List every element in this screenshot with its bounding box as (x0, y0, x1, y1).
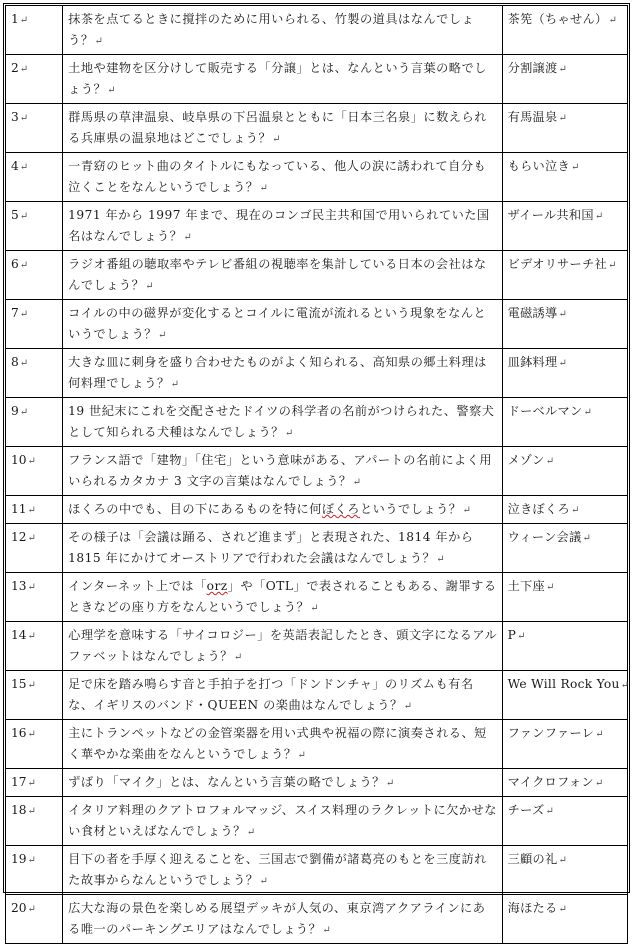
question-number: 4 (11, 159, 19, 173)
paragraph-mark: ↵ (558, 855, 568, 866)
question-cell (63, 797, 502, 846)
question-number: 3 (11, 110, 19, 124)
paragraph-mark: ↵ (545, 806, 555, 817)
question-text: ラジオ番組の聴取率やテレビ番組の視聴率を集計している日本の会社はなんでしょう？ (68, 257, 487, 292)
question-text: 1971 年から 1997 年まで、現在のコンゴ民主共和国で用いられていた国名はなんでしょう？ (68, 208, 490, 243)
paragraph-mark: ↵ (27, 806, 36, 817)
question-text: 足で床を踏み鳴らす音と手拍子を打つ「ドンドンチャ」のリズムも有名な、イギリスのバンド・QUEEN の楽曲はなんでしょう？ (68, 677, 474, 712)
question-number: 18 (11, 803, 27, 817)
paragraph-mark: ↵ (183, 232, 193, 243)
table-row (6, 797, 628, 846)
paragraph-mark: ↵ (352, 477, 362, 488)
question-text: ずばり「マイク」とは、なんという言葉の略でしょう？ (68, 775, 385, 789)
table-row (6, 300, 628, 349)
paragraph-mark: ↵ (19, 309, 29, 320)
paragraph-mark: ↵ (94, 36, 104, 47)
answer-cell (502, 895, 627, 944)
answer-cell (502, 720, 627, 769)
question-cell (63, 202, 502, 251)
answer-text: ビデオリサーチ社 (507, 257, 607, 271)
paragraph-mark: ↵ (27, 855, 36, 866)
table-row (6, 846, 628, 895)
answer-text: 有馬温泉 (507, 110, 558, 124)
table-row (6, 349, 628, 398)
paragraph-mark: ↵ (608, 260, 617, 271)
answer-text: P (507, 628, 517, 642)
paragraph-mark: ↵ (27, 505, 36, 516)
question-number-cell (6, 55, 63, 104)
answer-text: 海ほたる (507, 901, 558, 915)
answer-text: ウィーン会議 (507, 530, 582, 544)
answer-text: メゾン (507, 453, 545, 467)
question-number-cell (6, 895, 63, 944)
spellcheck-marked-word: ぼくろ (321, 502, 360, 516)
question-number-cell (6, 6, 63, 55)
question-number: 16 (11, 726, 27, 740)
paragraph-mark: ↵ (19, 162, 29, 173)
question-text: コイルの中の磁界が変化するとコイルに電流が流れるという現象をなんというでしょう？ (68, 306, 487, 341)
paragraph-mark: ↵ (462, 505, 472, 516)
question-cell (63, 6, 502, 55)
table-row (6, 573, 628, 622)
paragraph-mark: ↵ (310, 603, 320, 614)
question-cell (63, 769, 502, 797)
paragraph-mark: ↵ (558, 904, 568, 915)
paragraph-mark: ↵ (27, 680, 36, 691)
question-number: 10 (11, 453, 27, 467)
question-text: 一青窈のヒット曲のタイトルにもなっている、他人の涙に誘われて自分も泣くことをなんというでしょう？ (68, 159, 487, 194)
question-cell (63, 524, 502, 573)
paragraph-mark: ↵ (594, 211, 604, 222)
answer-text: ドーベルマン (507, 404, 583, 418)
question-number-cell (6, 447, 63, 496)
table-row (6, 202, 628, 251)
question-text: 抹茶を点てるときに撹拌のために用いられる、竹製の道具はなんでしょう？ (68, 12, 475, 47)
paragraph-mark: ↵ (595, 729, 604, 740)
question-text: 大きな皿に刺身を盛り合わせたものがよく知られる、高知県の郷土料理は何料理でしょう？ (68, 355, 487, 390)
question-cell (63, 251, 502, 300)
paragraph-mark: ↵ (322, 925, 332, 936)
table-row (6, 55, 628, 104)
paragraph-mark: ↵ (284, 428, 294, 439)
paragraph-mark: ↵ (19, 358, 29, 369)
answer-text: マイクロフォン (507, 775, 594, 789)
question-number-cell (6, 398, 63, 447)
answer-cell (502, 300, 627, 349)
question-cell (63, 720, 502, 769)
question-number-cell (6, 769, 63, 797)
answer-text: ザイール共和国 (507, 208, 594, 222)
question-cell (63, 622, 502, 671)
question-text-start: ほくろの中でも、目の下にあるものを特に何 (68, 502, 322, 516)
question-number: 14 (11, 628, 27, 642)
question-number-cell (6, 622, 63, 671)
paragraph-mark: ↵ (558, 64, 568, 75)
question-number: 13 (11, 579, 27, 593)
paragraph-mark: ↵ (27, 456, 36, 467)
answer-text: 分割譲渡 (507, 61, 558, 75)
question-number: 9 (11, 404, 19, 418)
question-text: 広大な海の景色を楽しめる展望デッキが人気の、東京湾アクアラインにある唯一のパーキングエリアはなんでしょう？ (68, 901, 486, 936)
question-number: 7 (11, 306, 19, 320)
paragraph-mark: ↵ (27, 582, 36, 593)
question-number-cell (6, 797, 63, 846)
answer-cell (502, 447, 627, 496)
answer-text: 泣きぼくろ (507, 502, 571, 516)
answer-text: We Will Rock You (507, 677, 620, 691)
table-row (6, 622, 628, 671)
paragraph-mark: ↵ (385, 778, 395, 789)
question-number: 12 (11, 530, 27, 544)
question-text: 19 世紀末にこれを交配させたドイツの科学者の名前がつけられた、警察犬として知られる犬種はなんでしょう？ (68, 404, 495, 439)
paragraph-mark: ↵ (19, 260, 29, 271)
paragraph-mark: ↵ (571, 505, 580, 516)
question-number-cell (6, 251, 63, 300)
paragraph-mark: ↵ (19, 64, 29, 75)
question-text: 主にトランペットなどの金管楽器を用い式典や祝福の際に演奏される、短く華やかな楽曲をなんというでしょう？ (68, 726, 487, 761)
paragraph-mark: ↵ (107, 85, 117, 96)
question-number: 17 (11, 775, 27, 789)
question-number-cell (6, 496, 63, 524)
question-number-cell (6, 153, 63, 202)
answer-cell (502, 622, 627, 671)
paragraph-mark: ↵ (583, 407, 593, 418)
question-number-cell (6, 202, 63, 251)
table-row (6, 496, 628, 524)
answer-text: もらい泣き (507, 159, 571, 173)
answer-cell (502, 846, 627, 895)
paragraph-mark: ↵ (27, 729, 36, 740)
question-number: 20 (11, 901, 27, 915)
question-cell (63, 573, 502, 622)
paragraph-mark: ↵ (27, 533, 36, 544)
question-text: その様子は「会議は踊る、されど進まず」と表現された、1814 年から 1815 年にかけてオーストリアで行われた会議はなんでしょう？ (68, 530, 474, 565)
question-number: 2 (11, 61, 19, 75)
answer-text: 電磁誘導 (507, 306, 558, 320)
table-row (6, 153, 628, 202)
answer-cell (502, 55, 627, 104)
question-cell (63, 398, 502, 447)
answer-cell (502, 671, 630, 720)
answer-cell (502, 6, 627, 55)
paragraph-mark: ↵ (19, 407, 29, 418)
paragraph-mark: ↵ (582, 533, 592, 544)
paragraph-mark: ↵ (259, 876, 269, 887)
paragraph-mark: ↵ (545, 456, 555, 467)
paragraph-mark: ↵ (272, 134, 282, 145)
question-cell (63, 846, 502, 895)
question-number: 11 (11, 502, 27, 516)
question-number-cell (6, 524, 63, 573)
paragraph-mark: ↵ (403, 701, 413, 712)
question-number-cell (6, 104, 63, 153)
quiz-table (5, 5, 628, 944)
question-text-end: 」や「OTL」で表されることもある、謝罪するときなどの座り方をなんというでしょう？ (68, 579, 497, 614)
question-number: 8 (11, 355, 19, 369)
answer-cell (502, 797, 627, 846)
paragraph-mark: ↵ (19, 113, 29, 124)
table-row (6, 895, 628, 944)
answer-cell (502, 573, 627, 622)
paragraph-mark: ↵ (436, 554, 446, 565)
paragraph-mark: ↵ (259, 183, 269, 194)
answer-cell (502, 769, 627, 797)
table-row (6, 769, 628, 797)
paragraph-mark: ↵ (157, 330, 167, 341)
question-cell (63, 671, 502, 720)
question-cell (63, 496, 502, 524)
answer-cell (502, 251, 627, 300)
answer-cell (502, 524, 627, 573)
paragraph-mark: ↵ (546, 582, 555, 593)
paragraph-mark: ↵ (233, 652, 243, 663)
paragraph-mark: ↵ (27, 904, 36, 915)
paragraph-mark: ↵ (517, 631, 526, 642)
answer-cell (502, 398, 627, 447)
question-number: 15 (11, 677, 27, 691)
paragraph-mark: ↵ (297, 750, 307, 761)
question-number-cell (6, 349, 63, 398)
question-number: 5 (11, 208, 19, 222)
answer-text: 土下座 (507, 579, 546, 593)
answer-cell (502, 202, 627, 251)
table-row (6, 524, 628, 573)
question-text: 目下の者を手厚く迎えることを、三国志で劉備が諸葛亮のもとを三度訪れた故事からなんというでしょう？ (68, 852, 487, 887)
question-cell (63, 104, 502, 153)
question-text: 土地や建物を区分けして販売する「分譲」とは、なんという言葉の略でしょう？ (68, 61, 487, 96)
question-number-cell (6, 671, 63, 720)
paragraph-mark: ↵ (594, 778, 604, 789)
question-text: フランス語で「建物」「住宅」という意味がある、アパートの名前によく用いられるカタカナ 3 文字の言葉はなんでしょう？ (68, 453, 493, 488)
question-number-cell (6, 720, 63, 769)
answer-cell (502, 153, 627, 202)
paragraph-mark: ↵ (170, 379, 180, 390)
paragraph-mark: ↵ (27, 631, 36, 642)
question-number: 1 (11, 12, 19, 26)
question-cell (63, 349, 502, 398)
answer-text: 三顧の礼 (507, 852, 558, 866)
paragraph-mark: ↵ (558, 113, 568, 124)
table-row (6, 720, 628, 769)
answer-cell (502, 496, 627, 524)
question-cell (63, 153, 502, 202)
question-number-cell (6, 573, 63, 622)
paragraph-mark: ↵ (145, 281, 155, 292)
paragraph-mark: ↵ (558, 358, 568, 369)
question-cell (63, 895, 502, 944)
question-cell (63, 447, 502, 496)
question-cell (63, 55, 502, 104)
answer-cell (502, 104, 627, 153)
answer-text: チーズ (507, 803, 545, 817)
quiz-table-body (6, 6, 628, 944)
paragraph-mark: ↵ (558, 309, 568, 320)
question-text: 群馬県の草津温泉、岐阜県の下呂温泉とともに「日本三名泉」に数えられる兵庫県の温泉地はどこでしょう？ (68, 110, 487, 145)
table-row (6, 251, 628, 300)
table-row (6, 6, 628, 55)
table-row (6, 104, 628, 153)
question-number: 19 (11, 852, 27, 866)
paragraph-mark: ↵ (571, 162, 580, 173)
paragraph-mark: ↵ (246, 827, 256, 838)
answer-text: ファンファーレ (507, 726, 595, 740)
question-text: イタリア料理のクアトロフォルマッジ、スイス料理のラクレットに欠かせない食材といえばなんでしょう？ (68, 803, 497, 838)
paragraph-mark: ↵ (608, 15, 618, 26)
document-page (3, 3, 630, 936)
question-text-end: というでしょう？ (359, 502, 462, 516)
question-number-cell (6, 846, 63, 895)
spellcheck-marked-word: orz (206, 579, 228, 593)
question-number: 6 (11, 257, 19, 271)
paragraph-mark: ↵ (27, 778, 36, 789)
question-number-cell (6, 300, 63, 349)
table-row (6, 447, 628, 496)
answer-cell (502, 349, 627, 398)
answer-text: 茶筅（ちゃせん） (507, 12, 608, 26)
question-text: 心理学を意味する「サイコロジー」を英語表記したとき、頭文字になるアルファベットはなんでしょう？ (68, 628, 498, 663)
question-text-start: インターネット上では「 (68, 579, 207, 593)
table-row (6, 671, 628, 720)
answer-text: 皿鉢料理 (507, 355, 558, 369)
paragraph-mark: ↵ (620, 680, 630, 691)
paragraph-mark: ↵ (19, 211, 29, 222)
question-cell (63, 300, 502, 349)
table-row (6, 398, 628, 447)
paragraph-mark: ↵ (19, 15, 29, 26)
